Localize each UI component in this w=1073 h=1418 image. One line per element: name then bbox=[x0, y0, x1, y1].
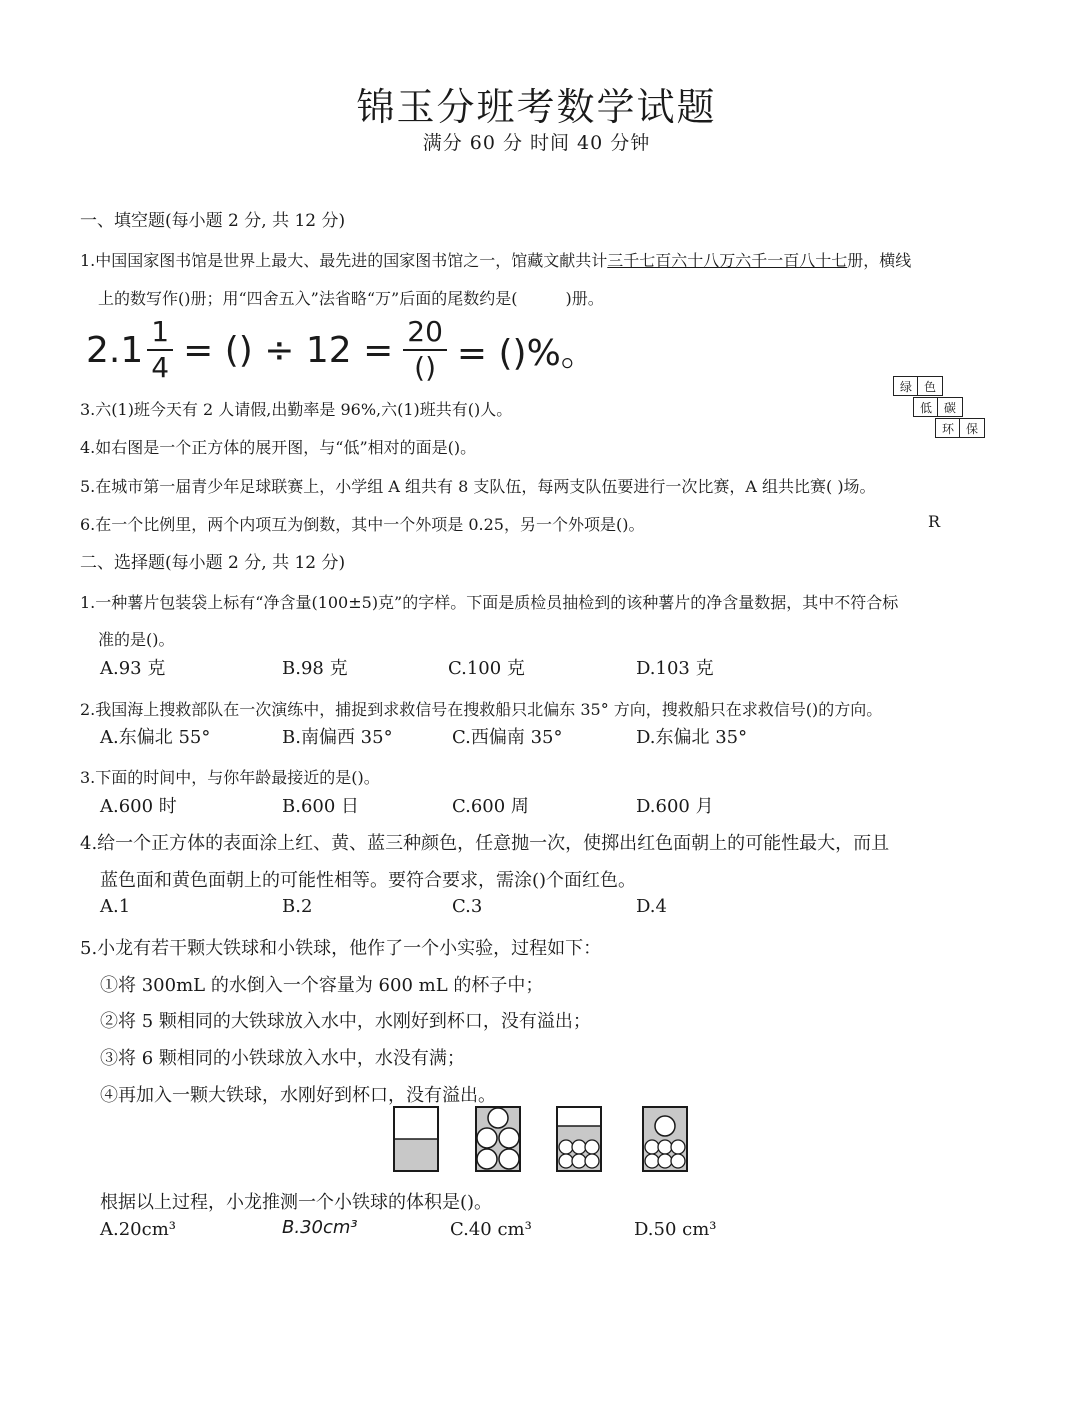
s2-q4-line2: 蓝色面和黄色面朝上的可能性相等。要符合要求，需涂()个面红色。 bbox=[100, 870, 637, 891]
s1-q4: 4.如右图是一个正方体的展开图，与“低”相对的面是()。 bbox=[80, 438, 477, 457]
section2-heading: 二、选择题(每小题 2 分, 共 12 分) bbox=[80, 553, 346, 573]
eq-frac1-numerator: 1 bbox=[147, 318, 173, 351]
s1-q2-equation bbox=[86, 315, 597, 384]
s2-q2-option-c: C.西偏南 35° bbox=[452, 727, 563, 748]
s2-q5-option-c: C.40 cm³ bbox=[450, 1219, 532, 1240]
s2-q1-line1: 1.一种薯片包装袋上标有“净含量(100±5)克”的字样。下面是质检员抽检到的该种薯片的净含量数据，其中不符合标 bbox=[80, 593, 899, 612]
cup-3-six-small-balls bbox=[557, 1107, 601, 1171]
cups-illustration bbox=[386, 1104, 696, 1176]
section1-heading: 一、填空题(每小题 2 分, 共 12 分) bbox=[80, 211, 346, 231]
cup-2-five-large-balls bbox=[476, 1107, 520, 1171]
eq-lead: 2.1 bbox=[86, 329, 144, 371]
s2-q5-step-4: ④再加入一颗大铁球，水刚好到杯口，没有溢出。 bbox=[100, 1085, 496, 1106]
eq-frac2-numerator: 20 bbox=[403, 318, 447, 351]
s2-q4-option-b: B.2 bbox=[282, 896, 313, 917]
s2-q4-option-c: C.3 bbox=[452, 896, 483, 917]
s1-q1-pre: 1.中国国家图书馆是世界上最大、最先进的国家图书馆之一，馆藏文献共计 bbox=[80, 251, 608, 270]
eq-frac2-denominator: () bbox=[414, 351, 437, 384]
s2-q3-line1: 3.下面的时间中，与你年龄最接近的是()。 bbox=[80, 768, 380, 787]
s1-q5: 5.在城市第一届青少年足球联赛上，小学组 A 组共有 8 支队伍，每两支队伍要进行一次比赛，A 组共比赛( )场。 bbox=[80, 477, 876, 496]
s2-q5-conclusion: 根据以上过程，小龙推测一个小铁球的体积是()。 bbox=[100, 1192, 493, 1213]
s2-q5-step-1: ①将 300mL 的水倒入一个容量为 600 mL 的杯子中； bbox=[100, 975, 544, 996]
s2-q2-option-d: D.东偏北 35° bbox=[636, 727, 748, 748]
s1-q1-line2: 上的数写作()册；用“四舍五入”法省略“万”后面的尾数约是( )册。 bbox=[98, 289, 604, 308]
cube-net-diagram bbox=[893, 376, 983, 442]
net-cell-6: 保 bbox=[959, 418, 985, 438]
eq-fraction-2 bbox=[403, 315, 447, 384]
s1-q1-underlined: 三千七百六十八万六千一百八十七 bbox=[607, 251, 848, 270]
eq-fraction-1 bbox=[147, 315, 173, 384]
cup-4-six-small-one-large bbox=[643, 1107, 687, 1171]
s2-q4-option-a: A.1 bbox=[100, 896, 131, 917]
page-subtitle: 满分 60 分 时间 40 分钟 bbox=[422, 132, 651, 154]
s2-q5-step-3: ③将 6 颗相同的小铁球放入水中，水没有满； bbox=[100, 1048, 465, 1069]
s2-q2-option-b: B.南偏西 35° bbox=[282, 727, 393, 748]
net-cell-4: 碳 bbox=[937, 397, 963, 417]
eq-tail: = ()%。 bbox=[456, 332, 597, 374]
net-cell-3: 低 bbox=[913, 397, 939, 417]
net-cell-2: 色 bbox=[917, 376, 943, 396]
s2-q2-option-a: A.东偏北 55° bbox=[100, 727, 211, 748]
s2-q1-option-a: A.93 克 bbox=[100, 658, 166, 679]
s2-q5-option-d: D.50 cm³ bbox=[634, 1219, 717, 1240]
s2-q5-option-b: B.30cm³ bbox=[282, 1217, 358, 1238]
s1-q1-post: 册，横线 bbox=[847, 251, 912, 270]
s2-q4-line1: 4.给一个正方体的表面涂上红、黄、蓝三种颜色，任意抛一次，使掷出红色面朝上的可能性最大，而且 bbox=[80, 833, 890, 854]
s2-q5-line1: 5.小龙有若干颗大铁球和小铁球，他作了一个小实验，过程如下： bbox=[80, 938, 602, 959]
s1-q1-line1 bbox=[80, 248, 911, 271]
net-cell-5: 环 bbox=[935, 418, 961, 438]
eq-frac1-denominator: 4 bbox=[151, 351, 170, 384]
eq-middle: = () ÷ 12 = bbox=[183, 329, 394, 371]
stray-mark: R bbox=[928, 512, 941, 531]
s2-q3-option-b: B.600 日 bbox=[282, 796, 360, 817]
s2-q1-option-c: C.100 克 bbox=[448, 658, 525, 679]
s1-q6: 6.在一个比例里，两个内项互为倒数，其中一个外项是 0.25，另一个外项是()。 bbox=[80, 515, 645, 534]
page-title: 锦玉分班考数学试题 bbox=[356, 85, 717, 129]
s1-q3: 3.六(1)班今天有 2 人请假,出勤率是 96%,六(1)班共有()人。 bbox=[80, 400, 513, 419]
s2-q3-option-c: C.600 周 bbox=[452, 796, 529, 817]
cup-1-half-water bbox=[394, 1107, 438, 1171]
s2-q3-option-a: A.600 时 bbox=[100, 796, 177, 817]
s2-q5-step-2: ②将 5 颗相同的大铁球放入水中，水刚好到杯口，没有溢出； bbox=[100, 1011, 591, 1032]
net-cell-1: 绿 bbox=[893, 376, 919, 396]
s2-q2-line1: 2.我国海上搜救部队在一次演练中，捕捉到求救信号在搜救船只北偏东 35° 方向，搜救船只在求救信号()的方向。 bbox=[80, 700, 883, 719]
s2-q5-option-a: A.20cm³ bbox=[100, 1219, 176, 1240]
s2-q1-option-b: B.98 克 bbox=[282, 658, 348, 679]
s2-q3-option-d: D.600 月 bbox=[636, 796, 714, 817]
s2-q1-line2: 准的是()。 bbox=[98, 630, 175, 649]
s2-q4-option-d: D.4 bbox=[636, 896, 667, 917]
s2-q1-option-d: D.103 克 bbox=[636, 658, 714, 679]
